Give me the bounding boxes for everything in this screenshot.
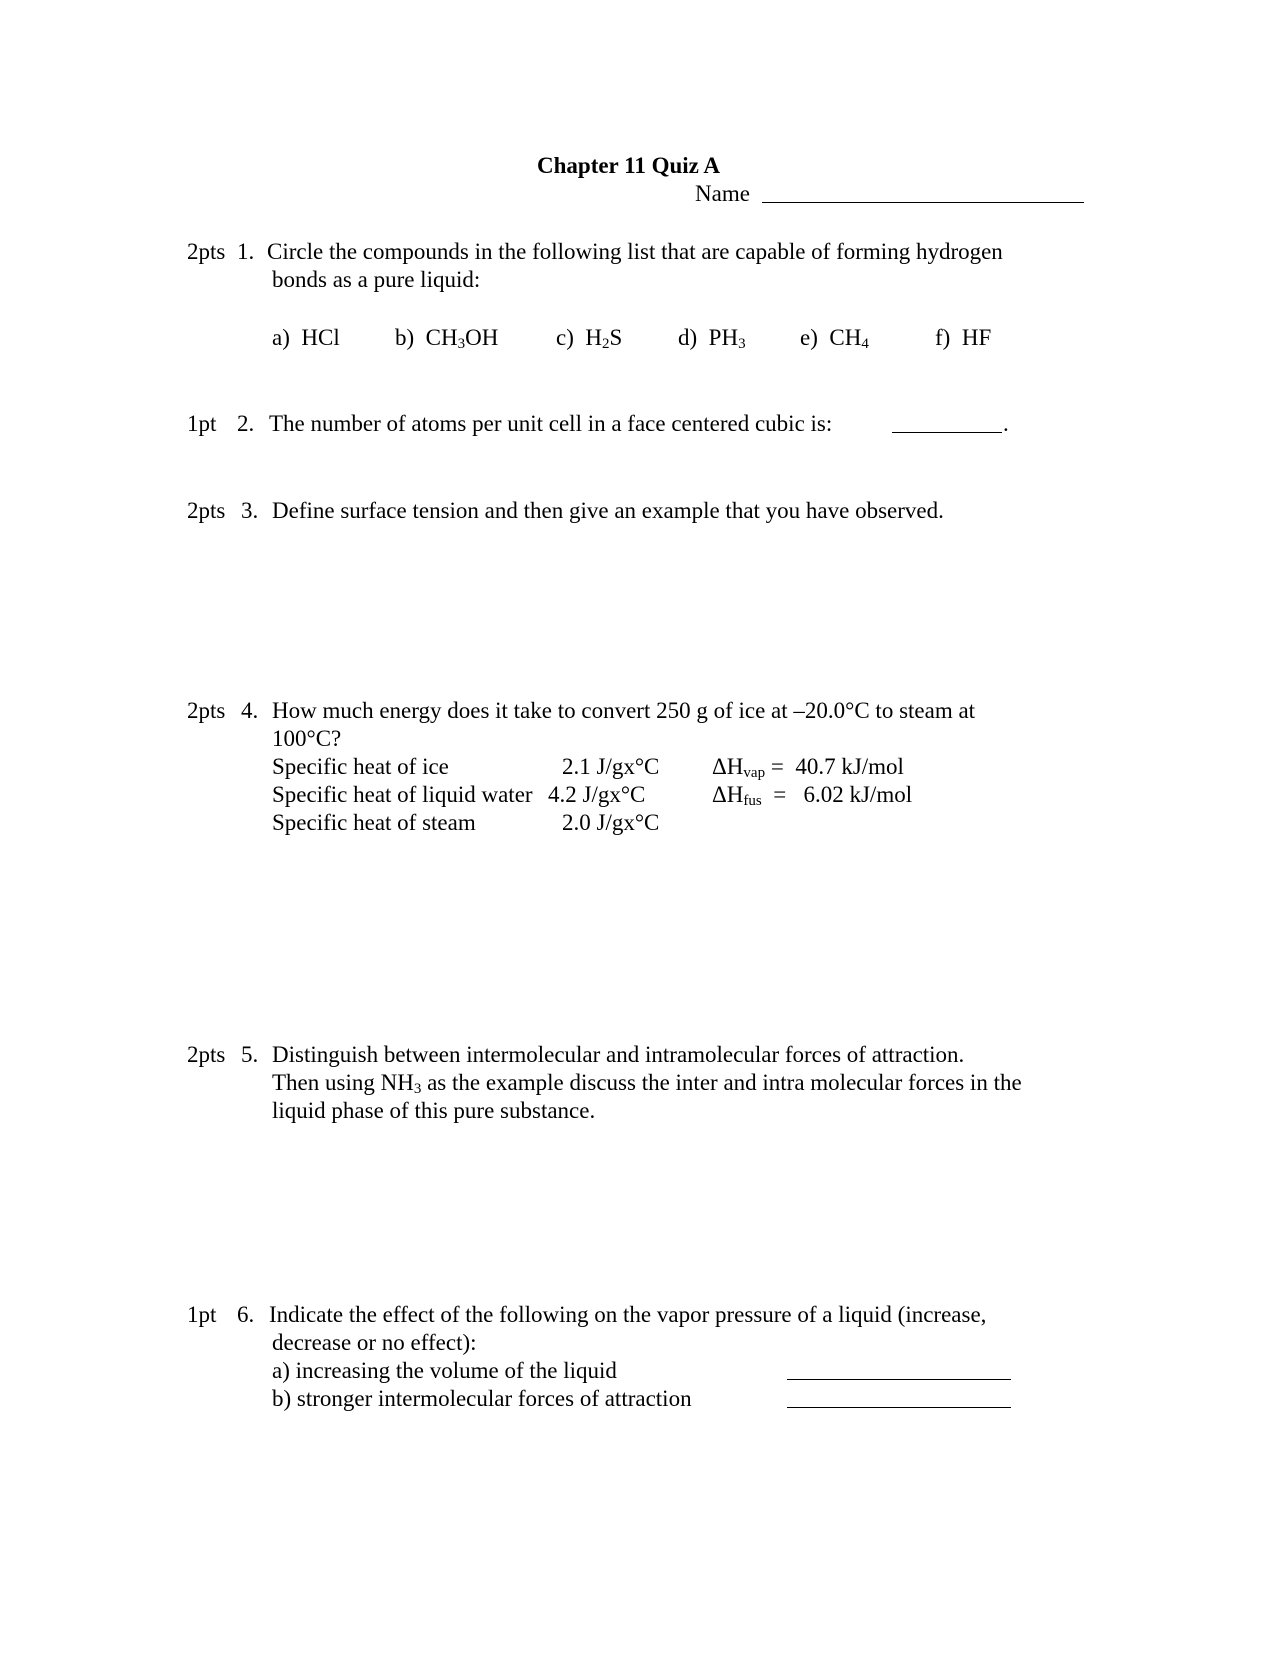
option-subscript: 3 [457,336,466,352]
q1-option-f[interactable] [935,324,991,352]
enthalpy-equals: = [770,754,784,779]
q1-text-line2: bonds as a pure liquid: [272,267,481,292]
option-formula: H [585,325,602,350]
option-subscript: 3 [738,336,746,352]
q5-text-line1: Distinguish between intermolecular and intramolecular forces of attraction. [272,1042,965,1067]
q2-number: 2. [237,411,255,436]
q1-number: 1. [237,239,255,264]
enthalpy-symbol: ΔH [712,782,744,807]
q3-number: 3. [241,498,259,523]
specific-heat-label: Specific heat of steam [272,810,476,835]
q6-text-line1: Indicate the effect of the following on the vapor pressure of a liquid (increase, [269,1302,987,1327]
option-formula: HF [961,325,992,350]
page-title: Chapter 11 Quiz A [537,153,720,178]
option-letter: e) [800,325,818,350]
q4-text-line2: 100°C? [272,726,342,751]
q6-answer-blank-a[interactable] [787,1361,1011,1380]
specific-heat-value: 2.1 J/gx°C [562,754,660,779]
option-letter: a) [272,325,290,350]
q6-text-line2: decrease or no effect): [272,1330,477,1355]
enthalpy-value: 6.02 kJ/mol [803,782,913,807]
q1-points: 2pts [187,239,226,264]
name-blank-line[interactable] [762,184,1084,203]
option-letter: d) [678,325,698,350]
q5-number: 5. [241,1042,259,1067]
option-subscript: 4 [861,336,869,352]
specific-heat-label: Specific heat of liquid water [272,782,533,807]
name-label-text: Name [695,181,750,206]
option-formula-tail: OH [465,325,499,350]
option-letter: f) [935,325,951,350]
option-formula: HCl [301,325,340,350]
q6-number: 6. [237,1302,255,1327]
q5-text-line2 [272,1069,1022,1097]
q4-number: 4. [241,698,259,723]
specific-heat-label: Specific heat of ice [272,754,449,779]
q5-points: 2pts [187,1042,226,1067]
q4-points: 2pts [187,698,226,723]
q6-answer-blank-b[interactable] [787,1389,1011,1408]
enthalpy-subscript: fus [743,793,762,809]
enthalpy-vap [712,753,904,781]
specific-heat-value: 4.2 J/gx°C [548,782,646,807]
specific-heat-value: 2.0 J/gx°C [562,810,660,835]
q1-option-a[interactable] [272,324,340,352]
q6-item-b: b) stronger intermolecular forces of attraction [272,1386,692,1411]
q1-option-d[interactable] [678,324,746,352]
enthalpy-value: 40.7 kJ/mol [795,754,904,779]
q4-text-line1: How much energy does it take to convert 250 g of ice at –20.0°C to steam at [272,698,976,723]
q2-answer-blank[interactable] [892,414,1002,433]
q2-text: The number of atoms per unit cell in a face centered cubic is: [269,411,833,436]
q1-option-c[interactable] [556,324,622,352]
q5-line2-post: as the example discuss the inter and intra molecular forces in the [421,1070,1022,1095]
option-formula: CH [425,325,458,350]
q1-option-b[interactable] [395,324,498,352]
q1-text-line1: Circle the compounds in the following list that are capable of forming hydrogen [267,239,1003,264]
q2-period: . [1003,411,1009,436]
q6-item-a: a) increasing the volume of the liquid [272,1358,617,1383]
q3-text: Define surface tension and then give an example that you have observed. [272,498,944,523]
name-label [695,180,750,208]
option-formula: PH [708,325,739,350]
option-formula-tail: S [609,325,623,350]
enthalpy-fus [712,781,912,809]
option-formula: CH [829,325,862,350]
q3-points: 2pts [187,498,226,523]
q1-option-e[interactable] [800,324,869,352]
q5-line2-subscript: 3 [413,1081,422,1097]
option-letter: b) [395,325,415,350]
q5-text-line3: liquid phase of this pure substance. [272,1098,596,1123]
option-subscript: 2 [602,336,610,352]
q2-points: 1pt [187,411,217,436]
q5-line2-pre: Then using NH [272,1070,414,1095]
option-letter: c) [556,325,574,350]
enthalpy-equals: = [773,782,787,807]
enthalpy-subscript: vap [743,765,766,781]
enthalpy-symbol: ΔH [712,754,744,779]
q6-points: 1pt [187,1302,217,1327]
